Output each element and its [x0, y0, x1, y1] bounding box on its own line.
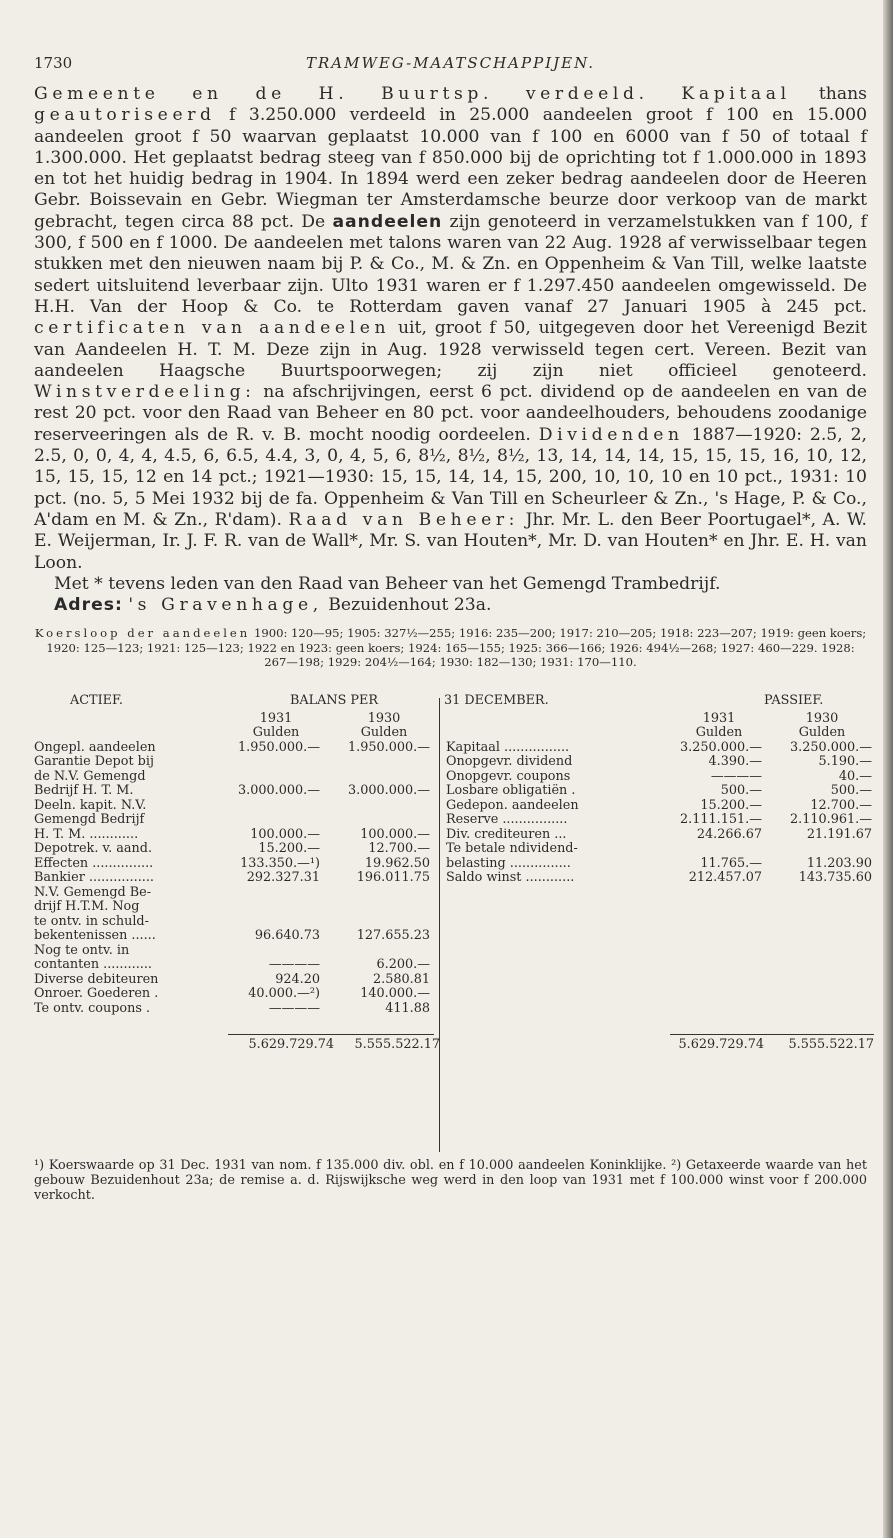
year-heading: 1930	[805, 710, 839, 726]
actief-value-1931: 3.000.000.—	[238, 783, 320, 799]
year-heading: 1931	[259, 710, 293, 726]
total-passief-1930: 5.555.522.17	[788, 1037, 874, 1053]
actief-item-label: Te ontv. coupons .	[34, 1000, 151, 1016]
text: uit, groot f 50, uitgegeven door het Vereenigd Bezit van Aandeelen H. T. M. Deze zijn in Aug. 1928 verwisseld tegen cert. Vereen. Bezit van aandeelen Haagsche Buurtspoorwegen; zij zijn niet officieel genoteerd.	[34, 318, 868, 381]
text: Jhr. Mr. L. den Beer Poortugael*, A. W. E. Weijerman, Ir. J. F. R. van de Wall*, Mr. S. van Houten*, Mr. D. van Houten* en Jhr. E. H. van Loon.	[34, 509, 868, 573]
actief-value-1931: ————	[268, 957, 320, 973]
passief-item-label: Kapitaal ................	[446, 739, 570, 755]
passief-item-label: Te betale ndividend-	[446, 841, 578, 857]
passief-value-1930: 40.—	[838, 768, 872, 784]
actief-value-1930: 19.962.50	[364, 855, 430, 871]
text: zijn genoteerd in verzamelstukken van f 100, f 300, f 500 en f 1000. De aandeelen met talons waren van 22 Aug. 1928 af verwisselbaar tegen stukken met den nieuwen naam bij P. & Co., M. & Zn. en Oppenheim & Van Till, welke laatste sedert uitsluitend leverbaar zijn. Ulto 1931 waren er f 1.297.450 aandeelen omgewisseld. De H.H. Van der Hoop & Co. te Rotterdam gaven vanaf 27 Januari 1905 à 245 pct.	[34, 211, 867, 317]
passief-value-1930: 3.250.000.—	[790, 739, 872, 755]
passief-value-1931: 11.765.—	[700, 855, 762, 871]
unit-heading: Gulden	[360, 725, 408, 741]
passief-item-label: Gedepon. aandeelen	[446, 797, 579, 813]
address-value: Bezuidenhout 23a.	[328, 595, 492, 616]
actief-item-label: Bedrijf H. T. M.	[34, 783, 134, 799]
balance-sheet	[34, 692, 874, 1152]
passief-value-1930: 143.735.60	[798, 870, 872, 886]
total-rule	[670, 1034, 874, 1035]
actief-value-1931: 133.350.—¹)	[240, 855, 320, 871]
running-title: TRAMWEG-MAATSCHAPPIJEN.	[305, 54, 596, 72]
total-actief-1930: 5.555.522.17	[354, 1037, 440, 1053]
spaced-text: Raad van Beheer:	[288, 509, 520, 530]
koersloop-label: Koersloop der aandeelen	[34, 626, 251, 641]
balance-header	[34, 694, 867, 710]
actief-value-1930: 2.580.81	[373, 971, 430, 987]
passief-value-1931: 3.250.000.—	[680, 739, 762, 755]
passief-value-1930: 11.203.90	[806, 855, 872, 871]
total-actief-1931: 5.629.729.74	[248, 1037, 334, 1053]
actief-value-1930: 3.000.000.—	[348, 783, 430, 799]
actief-item-label: Bankier ................	[34, 870, 154, 886]
page-number: 1730	[34, 54, 73, 72]
actief-value-1930: 1.950.000.—	[348, 739, 430, 755]
passief-value-1931: 500.—	[720, 783, 762, 799]
actief-item-label: Depotrek. v. aand.	[34, 841, 153, 857]
unit-heading: Gulden	[252, 725, 300, 741]
actief-value-1930: 411.88	[385, 1000, 430, 1016]
passief-item-label: Reserve ................	[446, 812, 568, 828]
text: f 3.250.000 verdeeld in 25.000 aandeelen groot f 100 en 15.000 aandeelen groot f 50 waarvan geplaatst 10.000 van f 100 en 6000 van f 50 of totaal f 1.300.000. Het geplaatst bedrag steeg van f 850.000 bij de oprichting tot f 1.000.000 in 1893 en tot het huidig bedrag in 1904. In 1894 werd een zeker bedrag aandeelen door de Heeren Gebr. Boissevain en Gebr. Wiegman ter Amsterdamsche beurze door verkoop van de markt gebracht, tegen circa 88 pct. De	[34, 105, 867, 232]
actief-item-label: drijf H.T.M. Nog	[34, 899, 140, 915]
actief-item-label: Onroer. Goederen .	[34, 986, 159, 1002]
passief-item-label: Saldo winst ............	[446, 870, 575, 886]
bold-text: aandeelen	[332, 211, 443, 232]
actief-item-label: Garantie Depot bij	[34, 754, 154, 770]
actief-item-label: contanten ............	[34, 957, 152, 973]
spaced-text: geautoriseerd	[34, 105, 216, 126]
year-heading: 1931	[702, 710, 736, 726]
actief-item-label: Diverse debiteuren	[34, 971, 159, 987]
passief-value-1931: 212.457.07	[688, 870, 762, 886]
passief-value-1930: 500.—	[830, 783, 872, 799]
spaced-text: certificaten van aandeelen	[34, 318, 391, 339]
total-passief-1931: 5.629.729.74	[678, 1037, 764, 1053]
actief-value-1931: ————	[268, 1000, 320, 1016]
actief-value-1931: 924.20	[275, 971, 320, 987]
actief-value-1931: 96.640.73	[254, 928, 320, 944]
actief-value-1931: 100.000.—	[250, 826, 320, 842]
body-text	[34, 84, 867, 616]
balance-title-right: 31 DECEMBER.	[444, 692, 549, 708]
actief-value-1930: 127.655.23	[356, 928, 430, 944]
actief-item-label: te ontv. in schuld-	[34, 913, 149, 929]
spaced-text: Dividenden	[538, 424, 684, 445]
note-paragraph: Met * tevens leden van den Raad van Beheer van het Gemengd Trambedrijf.	[54, 573, 721, 594]
actief-value-1931: 15.200.—	[258, 841, 320, 857]
actief-label: ACTIEF.	[70, 692, 123, 708]
spaced-text: Winstverdeeling:	[34, 382, 256, 403]
actief-item-label: de N.V. Gemengd	[34, 768, 146, 784]
passief-value-1931: 24.266.67	[696, 826, 762, 842]
passief-value-1930: 12.700.—	[810, 797, 872, 813]
passief-value-1931: ————	[710, 768, 762, 784]
main-paragraph	[34, 84, 867, 574]
actief-value-1931: 1.950.000.—	[238, 739, 320, 755]
passief-value-1931: 4.390.—	[708, 754, 762, 770]
page-edge-shadow	[883, 0, 893, 1538]
actief-item-label: Effecten ...............	[34, 855, 154, 871]
total-rule	[228, 1034, 434, 1035]
passief-item-label: belasting ...............	[446, 855, 571, 871]
passief-value-1930: 5.190.—	[818, 754, 872, 770]
actief-value-1930: 140.000.—	[360, 986, 430, 1002]
passief-value-1931: 2.111.151.—	[680, 812, 762, 828]
text: 1887—1920: 2.5, 2, 2.5, 0, 0, 4, 4, 4.5, 6, 6.5, 4.4, 3, 0, 4, 5, 6, 8½, 8½, 8½, 13, 14, 14, 14, 15, 15, 15, 16, 10, 12, 15, 15, 15, 12 en 14 pct.; 1921—1930: 15, 15, 14, 14, 15, 200, 10, 10, 10 en 10 pct., 1931: 10 pct. (no. 5, 5 Mei 1932 bij de fa. Oppenheim & Van Till en Scheurleer & Zn., 's Hage, P. & Co., A'dam en M. & Zn., R'dam).	[34, 424, 867, 530]
unit-heading: Gulden	[798, 725, 846, 741]
actief-value-1930: 100.000.—	[360, 826, 430, 842]
passief-item-label: Losbare obligatiën .	[446, 783, 576, 799]
passief-value-1930: 2.110.961.—	[790, 812, 872, 828]
actief-item-label: N.V. Gemengd Be-	[34, 884, 152, 900]
actief-item-label: H. T. M. ............	[34, 826, 139, 842]
text: na afschrijvingen, eerst 6 pct. dividend op de aandeelen en van de rest 20 pct. voor den Raad van Beheer en 80 pct. voor aandeelhouders, behoudens zoodanige reserveeringen als de R. v. B. mocht noodig oordeelen.	[34, 382, 867, 445]
passief-value-1931: 15.200.—	[700, 797, 762, 813]
actief-item-label: Nog te ontv. in	[34, 942, 130, 958]
actief-item-label: Deeln. kapit. N.V.	[34, 797, 147, 813]
actief-item-label: Gemengd Bedrijf	[34, 812, 145, 828]
koersloop-text: 1900: 120—95; 1905: 327½—255; 1916: 235—200; 1917: 210—205; 1918: 223—207; 1919: geen koers; 1920: 125—123; 1921: 125—123; 1922 en 1923: geen koers; 1924: 165—155; 1925: 366—166; 1926: 494½—268; 1927: 460—229. 1928: 267—198; 1929: 204½—164; 1930: 182—130; 1931: 170—110.	[46, 626, 867, 670]
actief-value-1931: 292.327.31	[246, 870, 320, 886]
unit-heading: Gulden	[695, 725, 743, 741]
footnotes: ¹) Koerswaarde op 31 Dec. 1931 van nom. f 135.000 div. obl. en f 10.000 aandeelen Koninklijke. ²) Getaxeerde waarde van het gebouw Bezuidenhout 23a; de remise a. d. Rijswijksche weg werd in den loop van 1931 met f 100.000 winst voor f 200.000 verkocht.	[34, 1157, 867, 1203]
passief-item-label: Div. crediteuren ...	[446, 826, 567, 842]
actief-value-1931: 40.000.—²)	[248, 986, 320, 1002]
address-label: Adres:	[54, 595, 123, 616]
page-header	[34, 40, 867, 84]
actief-value-1930: 196.011.75	[356, 870, 430, 886]
passief-value-1930: 21.191.67	[806, 826, 872, 842]
koersloop	[34, 626, 867, 669]
address-line	[34, 595, 867, 616]
actief-value-1930: 6.200.—	[376, 957, 430, 973]
actief-value-1930: 12.700.—	[368, 841, 430, 857]
actief-item-label: Ongepl. aandeelen	[34, 739, 156, 755]
balance-title-left: BALANS PER	[290, 692, 379, 708]
spaced-text: Gemeente en de H. Buurtsp. verdeeld. Kapitaal	[34, 84, 791, 104]
passief-label: PASSIEF.	[764, 692, 824, 708]
actief-item-label: bekentenissen ......	[34, 928, 156, 944]
year-heading: 1930	[367, 710, 401, 726]
passief-item-label: Onopgevr. coupons	[446, 768, 571, 784]
address-city: 's Gravenhage,	[128, 595, 323, 616]
column-divider	[439, 698, 440, 1152]
text: thans	[818, 84, 868, 104]
passief-item-label: Onopgevr. dividend	[446, 754, 573, 770]
